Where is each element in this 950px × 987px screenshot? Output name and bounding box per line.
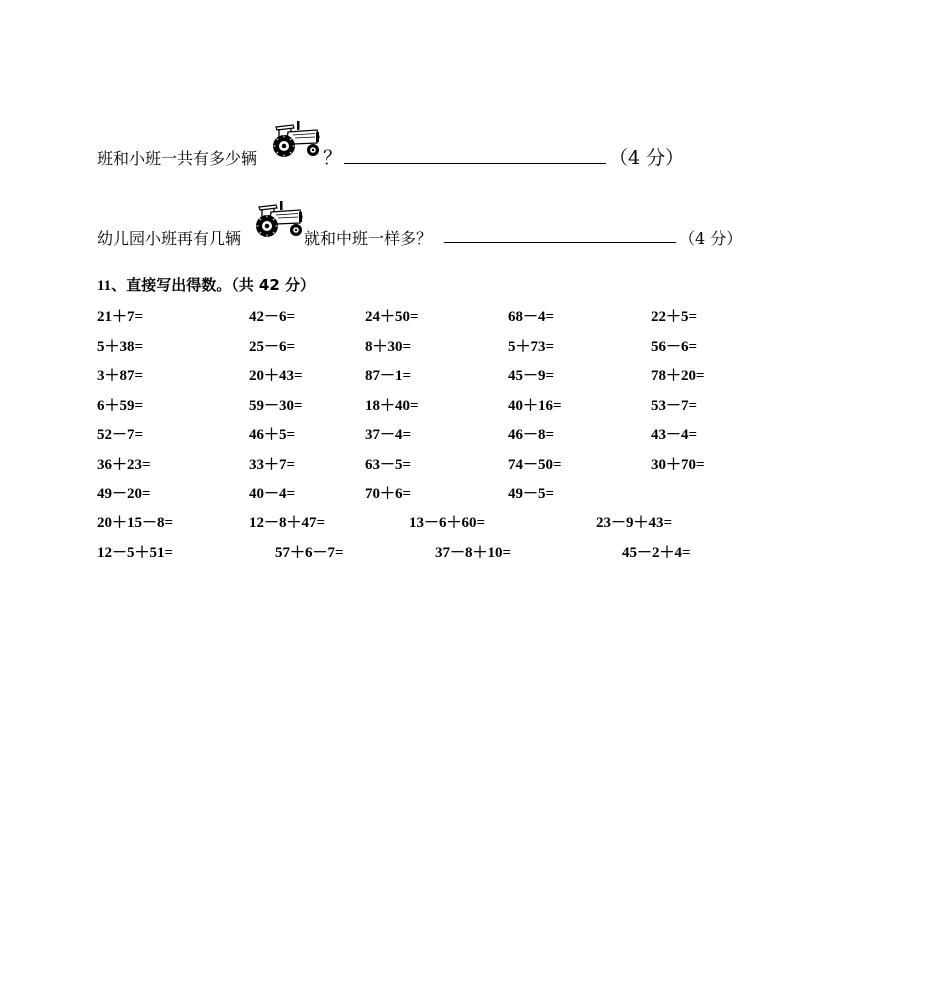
equation-item: 87－1= bbox=[365, 368, 412, 384]
equation-item: 3＋87= bbox=[97, 368, 144, 384]
equation-item: 37－4= bbox=[365, 427, 412, 443]
mixed-equation-item: 20＋15－8= bbox=[97, 515, 174, 531]
equation-item: 22＋5= bbox=[651, 309, 698, 325]
question-2-text-before: 幼儿园小班再有几辆 bbox=[97, 229, 242, 248]
equation-item: 5＋38= bbox=[97, 338, 144, 355]
section-11-heading bbox=[97, 274, 315, 295]
mixed-equation-item: 13－6＋60= bbox=[409, 515, 486, 531]
equation-item: 74－50= bbox=[508, 456, 562, 473]
equation-item: 42－6= bbox=[249, 309, 296, 325]
equation-item: 70＋6= bbox=[365, 486, 412, 502]
equation-item: 24＋50= bbox=[365, 309, 419, 325]
equation-item: 46＋5= bbox=[249, 427, 296, 443]
answer-blank-1[interactable] bbox=[344, 163, 606, 164]
mixed-equation-item: 45－2＋4= bbox=[622, 545, 691, 561]
equation-item: 40－4= bbox=[249, 486, 296, 502]
question-1-mark: ？ bbox=[323, 147, 343, 169]
tractor-icon bbox=[273, 118, 323, 160]
question-line-2 bbox=[97, 226, 241, 249]
equation-item: 52－7= bbox=[97, 427, 144, 443]
answer-blank-2[interactable] bbox=[444, 242, 676, 243]
equation-item: 53－7= bbox=[651, 397, 698, 414]
equation-item: 49－5= bbox=[508, 486, 555, 502]
equation-item: 43－4= bbox=[651, 427, 698, 443]
equation-item: 6＋59= bbox=[97, 397, 144, 414]
question-1-score: （4 分） bbox=[609, 147, 685, 169]
equation-item: 68－4= bbox=[508, 309, 555, 325]
question-2-text-after: 就和中班一样多？ bbox=[304, 229, 433, 248]
mixed-equation-item: 57＋6－7= bbox=[275, 545, 344, 561]
equation-item: 8＋30= bbox=[365, 338, 412, 355]
mixed-equation-item: 37－8＋10= bbox=[435, 545, 512, 561]
equation-item: 59－30= bbox=[249, 397, 303, 414]
mixed-equation-item: 23－9＋43= bbox=[596, 515, 673, 531]
tractor-icon bbox=[256, 198, 306, 240]
equation-item: 21＋7= bbox=[97, 309, 144, 325]
equation-item: 20＋43= bbox=[249, 368, 303, 384]
equation-item: 46－8= bbox=[508, 427, 555, 443]
equation-item: 18＋40= bbox=[365, 397, 419, 414]
equation-item: 49－20= bbox=[97, 486, 151, 502]
equation-item: 63－5= bbox=[365, 456, 412, 473]
equation-item: 45－9= bbox=[508, 368, 555, 384]
mixed-equation-item: 12－8＋47= bbox=[249, 515, 326, 531]
equation-item: 33＋7= bbox=[249, 456, 296, 473]
section-title: 、直接写出得数。（共 42 分） bbox=[111, 276, 316, 294]
question-2-score: （4 分） bbox=[679, 229, 743, 248]
question-1-text: 班和小班一共有多少辆 bbox=[97, 149, 258, 168]
equation-item: 36＋23= bbox=[97, 456, 151, 473]
mixed-equation-item: 12－5＋51= bbox=[97, 545, 174, 561]
equation-item: 25－6= bbox=[249, 338, 296, 355]
question-line-1 bbox=[97, 146, 257, 169]
section-number: 11 bbox=[97, 278, 112, 294]
equation-item: 5＋73= bbox=[508, 338, 555, 355]
equation-item: 56－6= bbox=[651, 338, 698, 355]
equation-item: 30＋70= bbox=[651, 456, 705, 473]
equation-item: 78＋20= bbox=[651, 368, 705, 384]
equation-item: 40＋16= bbox=[508, 397, 562, 414]
